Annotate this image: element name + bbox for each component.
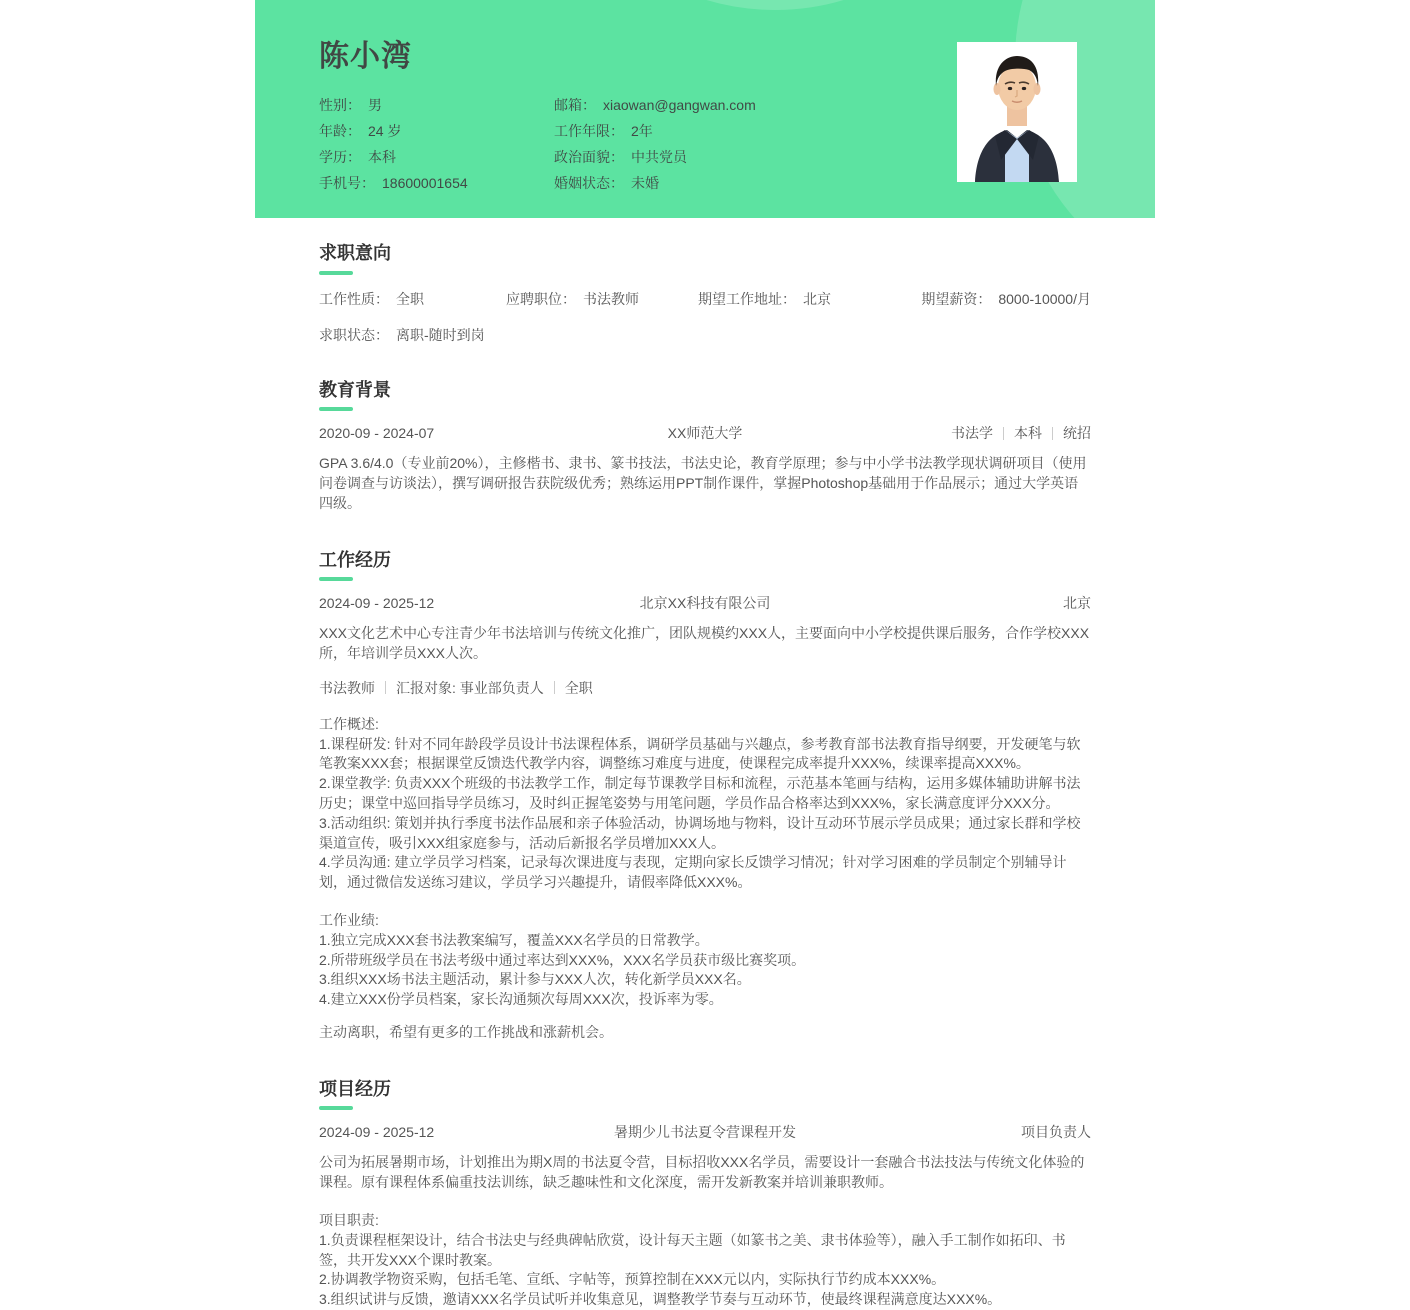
section-job-intent — [319, 243, 1091, 344]
work-overview-item: 2.课堂教学: 负责XXX个班级的书法教学工作，制定每节课教学目标和流程，示范基本笔画与结构，运用多媒体辅助讲解书法历史；课堂中巡回指导学员练习，及时纠正握笔姿势与用笔问题，学员作品合格率达到XXX%，家长满意度评分XXX分。 — [319, 775, 1081, 811]
work-achievement-item: 2.所带班级学员在书法考级中通过率达到XXX%，XXX名学员获市级比赛奖项。 — [319, 951, 806, 968]
info-label: 年龄： — [319, 123, 361, 139]
info-label: 邮箱： — [554, 97, 596, 113]
title-accent-bar — [319, 407, 353, 411]
section-work-experience — [319, 550, 1091, 1043]
section-project-experience — [319, 1079, 1091, 1310]
info-label: 手机号： — [319, 175, 375, 191]
work-period: 2024-09 - 2025-12 — [319, 595, 435, 612]
separator — [554, 681, 555, 694]
info-label: 学历： — [319, 149, 361, 165]
work-role-line — [319, 679, 1091, 697]
field-value: 北京 — [803, 290, 831, 307]
info-degree — [319, 149, 554, 165]
work-employment-type: 全职 — [564, 679, 593, 696]
info-value: 24 岁 — [368, 123, 402, 139]
work-overview-block — [319, 715, 1091, 893]
field-label: 期望薪资： — [921, 290, 992, 307]
field-target-position — [506, 290, 698, 308]
section-title: 工作经历 — [319, 549, 391, 570]
work-overview-item: 1.课程研发: 针对不同年龄段学员设计书法课程体系，调研学员基础与兴趣点，参考教育部书法教育指导纲要，开发硬笔与软笔教案XXX套；根据课堂反馈迭代教学内容，调整练习难度与进度，使课程完成率提升XXX%，续课率提高XXX%。 — [319, 735, 1081, 772]
info-marital-status — [554, 175, 879, 191]
education-major: 书法学 — [951, 425, 993, 442]
field-target-location — [698, 290, 921, 308]
info-experience-years — [554, 123, 879, 139]
work-achievement-item: 3.组织XXX场书法主题活动，累计参与XXX人次，转化新学员XXX名。 — [319, 971, 751, 988]
field-value: 8000-10000/月 — [998, 290, 1091, 307]
work-achievements-label: 工作业绩: — [319, 911, 379, 928]
education-degree: 本科 — [1014, 425, 1042, 442]
work-achievements-block — [319, 911, 1091, 1010]
header-banner — [255, 0, 1155, 218]
project-name: 暑期少儿书法夏令营课程开发 — [614, 1124, 796, 1141]
work-overview-label: 工作概述: — [319, 715, 379, 732]
info-value: 中共党员 — [631, 149, 687, 165]
resume-body — [255, 243, 1155, 1310]
info-label: 婚姻状态： — [554, 175, 624, 191]
info-value: xiaowan@gangwan.com — [603, 97, 756, 113]
section-title: 项目经历 — [319, 1078, 391, 1099]
work-position: 书法教师 — [319, 679, 375, 696]
info-political-status — [554, 149, 879, 165]
project-duty-item: 3.组织试讲与反馈，邀请XXX名学员试听并收集意见，调整教学节奏与互动环节，使最终课程满意度达XXX%。 — [319, 1291, 1002, 1308]
field-value: 离职-随时到岗 — [396, 326, 485, 343]
education-meta-row — [319, 424, 1091, 442]
profile-photo — [957, 42, 1077, 182]
section-title: 教育背景 — [319, 379, 391, 400]
field-value: 全职 — [396, 290, 424, 307]
info-label: 性别： — [319, 97, 361, 113]
info-value: 本科 — [368, 149, 396, 165]
section-title: 求职意向 — [319, 243, 391, 263]
separator — [1003, 427, 1004, 440]
intent-row-2 — [319, 326, 1091, 344]
field-label: 期望工作地址： — [698, 290, 796, 307]
info-value: 2年 — [631, 123, 653, 139]
field-label: 工作性质： — [319, 290, 389, 307]
field-label: 求职状态： — [319, 326, 389, 343]
info-label: 工作年限： — [554, 123, 624, 139]
field-job-type — [319, 290, 506, 308]
project-background: 公司为拓展暑期市场，计划推出为期X周的书法夏令营，目标招收XXX名学员，需要设计一套融合书法技法与传统文化体验的课程。原有课程体系偏重技法训练，缺乏趣味性和文化深度，需开发新教案并培训兼职教师。 — [319, 1154, 1085, 1191]
title-accent-bar — [319, 577, 353, 581]
work-meta-row — [319, 594, 1091, 612]
education-enrollment-type: 统招 — [1063, 425, 1091, 442]
work-summary: XXX文化艺术中心专注青少年书法培训与传统文化推广，团队规模约XXX人，主要面向中小学校提供课后服务，合作学校XXX所，年培训学员XXX人次。 — [319, 625, 1090, 661]
field-label: 应聘职位： — [506, 290, 576, 307]
project-duty-item: 1.负责课程框架设计，结合书法史与经典碑帖欣赏，设计每天主题（如篆书之美、隶书体验等），融入手工制作如拓印、书签，共开发XXX个课时教案。 — [319, 1231, 1066, 1268]
work-location: 北京 — [1063, 595, 1091, 612]
portrait-illustration — [957, 42, 1077, 182]
info-value: 18600001654 — [382, 175, 468, 191]
info-email — [554, 97, 879, 113]
section-education — [319, 380, 1091, 514]
title-accent-bar — [319, 1106, 353, 1110]
personal-info-grid — [319, 97, 879, 191]
work-leave-reason: 主动离职，希望有更多的工作挑战和涨薪机会。 — [319, 1023, 613, 1040]
education-school: XX师范大学 — [667, 425, 743, 442]
work-company: 北京XX科技有限公司 — [639, 595, 771, 612]
title-accent-bar — [319, 271, 353, 275]
project-role: 项目负责人 — [1021, 1124, 1091, 1141]
info-value: 未婚 — [631, 175, 659, 191]
work-report-to: 汇报对象: 事业部负责人 — [396, 679, 544, 696]
separator — [1052, 427, 1053, 440]
info-value: 男 — [368, 97, 382, 113]
project-duty-item: 2.协调教学物资采购，包括毛笔、宣纸、字帖等，预算控制在XXX元以内，实际执行节约成本XXX%。 — [319, 1271, 946, 1288]
education-period: 2020-09 - 2024-07 — [319, 425, 435, 442]
work-achievement-item: 4.建立XXX份学员档案，家长沟通频次每周XXX次，投诉率为零。 — [319, 991, 723, 1008]
education-tags — [881, 424, 1091, 442]
work-overview-item: 3.活动组织: 策划并执行季度书法作品展和亲子体验活动，协调场地与物料，设计互动环节展示学员成果；通过家长群和学校渠道宣传，吸引XXX组家庭参与，活动后新报名学员增加XXX人。 — [319, 814, 1081, 851]
intent-row-1 — [319, 290, 1091, 308]
project-meta-row — [319, 1123, 1091, 1141]
info-label: 政治面貌： — [554, 149, 624, 165]
field-expected-salary — [921, 290, 1091, 308]
field-job-status — [319, 326, 485, 344]
education-description: GPA 3.6/4.0（专业前20%），主修楷书、隶书、篆书技法，书法史论，教育学原理；参与中小学书法教学现状调研项目（使用问卷调查与访谈法），撰写调研报告获院级优秀；熟练运用PPT制作课件，掌握Photoshop基础用于作品展示；通过大学英语四级。 — [319, 455, 1087, 511]
info-gender — [319, 97, 554, 113]
resume-page — [255, 0, 1155, 1308]
field-value: 书法教师 — [583, 290, 639, 307]
project-period: 2024-09 - 2025-12 — [319, 1124, 435, 1141]
project-duties-label: 项目职责: — [319, 1211, 379, 1228]
work-overview-item: 4.学员沟通: 建立学员学习档案，记录每次课进度与表现，定期向家长反馈学习情况；针对学习困难的学员制定个别辅导计划，通过微信发送练习建议，学员学习兴趣提升，请假率降低XXX%。 — [319, 854, 1067, 891]
info-age — [319, 123, 554, 139]
candidate-name: 陈小湾 — [319, 40, 412, 73]
project-duties-block — [319, 1211, 1091, 1310]
separator — [385, 681, 386, 694]
work-achievement-item: 1.独立完成XXX套书法教案编写，覆盖XXX名学员的日常教学。 — [319, 931, 709, 948]
info-phone — [319, 175, 554, 191]
